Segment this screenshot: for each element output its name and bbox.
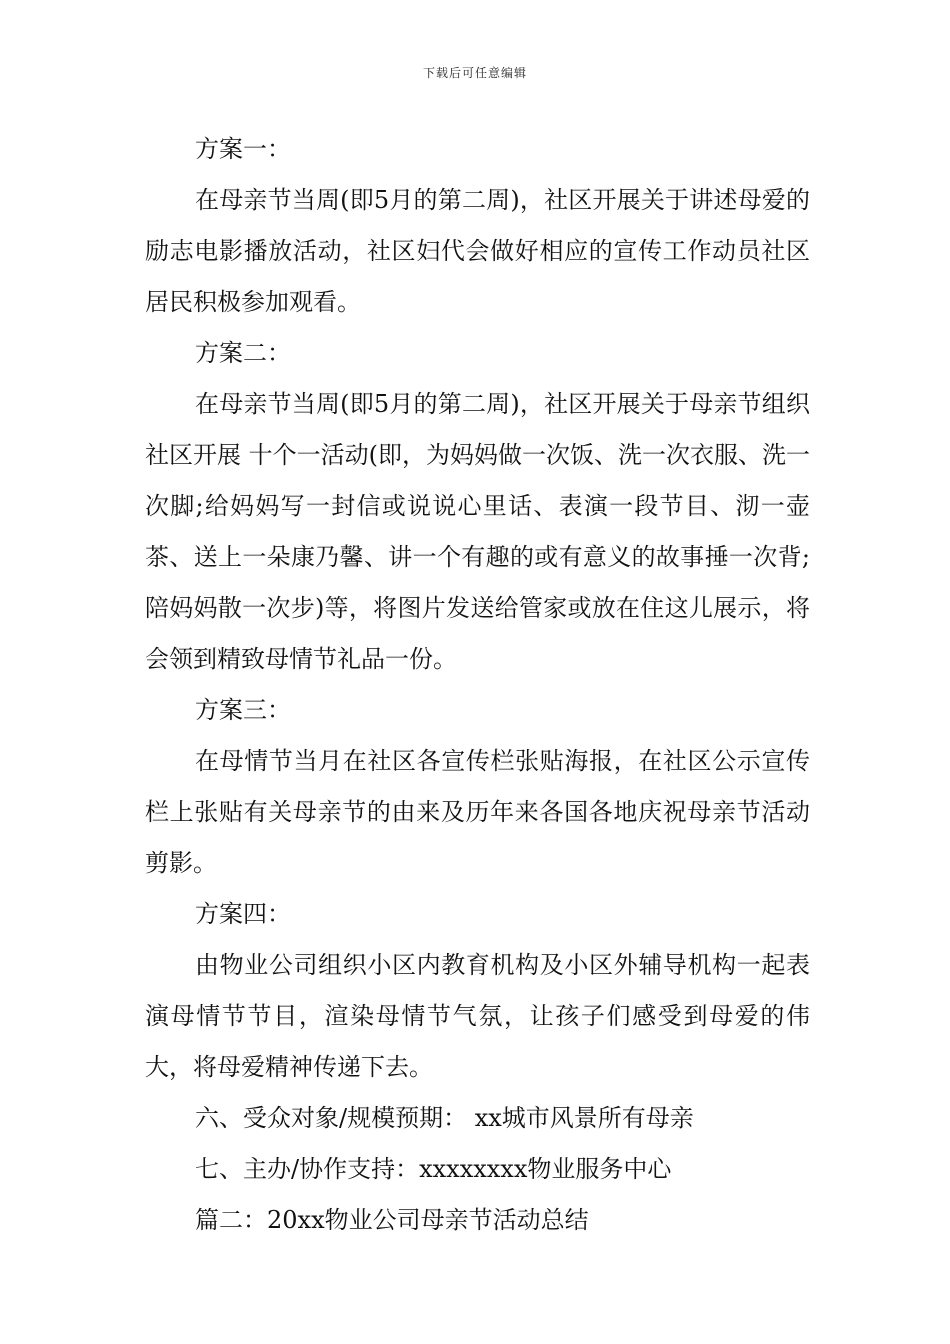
section-two-title: 篇二：20xx物业公司母亲节活动总结: [195, 1206, 589, 1234]
plan-two-text: 在母亲节当周(即5月的第二周)，社区开展关于母亲节组织社区开展 十个一活动(即，为妈妈做一次饭、洗一次衣服、洗一次脚;给妈妈写一封信或说说心里话、表演一段节目、沏一壶茶、送上一朵康乃馨、讲一个有趣的或有意义的故事捶一次背;陪妈妈散一次步)等，将图片发送给管家或放在住这儿展示，将会领到精致母情节礼品一份。: [145, 390, 810, 673]
plan-three-text: 在母情节当月在社区各宣传栏张贴海报，在社区公示宣传栏上张贴有关母亲节的由来及历年来各国各地庆祝母亲节活动剪影。: [145, 747, 810, 877]
plan-two-heading: 方案二：: [195, 339, 291, 367]
document-body: [145, 124, 810, 1246]
audience-line: 六、受众对象/规模预期： xx城市风景所有母亲: [195, 1104, 694, 1132]
plan-four-text: 由物业公司组织小区内教育机构及小区外辅导机构一起表演母情节节目，渲染母情节气氛，让孩子们感受到母爱的伟大，将母爱精神传递下去。: [145, 951, 810, 1081]
organizer-line: 七、主办/协作支持：xxxxxxxx物业服务中心: [195, 1155, 672, 1183]
plan-three-heading: 方案三：: [195, 696, 291, 724]
plan-one-text: 在母亲节当周(即5月的第二周)，社区开展关于讲述母爱的励志电影播放活动，社区妇代会做好相应的宣传工作动员社区居民积极参加观看。: [145, 186, 810, 316]
plan-four-heading: 方案四：: [195, 900, 291, 928]
page-header-note: 下载后可任意编辑: [422, 66, 527, 80]
plan-one-heading: 方案一：: [195, 135, 291, 163]
